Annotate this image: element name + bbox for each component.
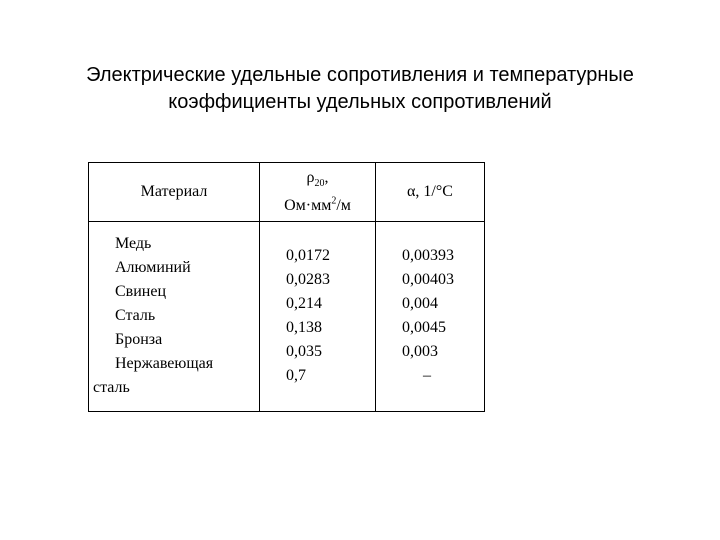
header-temperature-coefficient: α, 1/°C xyxy=(376,163,485,222)
coefficient-value: 0,00393 xyxy=(402,247,454,264)
material-item-line1: Нержавеющая xyxy=(115,355,214,372)
table-body-row xyxy=(89,222,485,412)
coefficient-list xyxy=(376,222,484,388)
title-line-1: Электрические удельные сопротивления и температурные xyxy=(86,64,634,86)
resistivity-table xyxy=(88,162,485,412)
header-resistivity-unit xyxy=(284,197,351,214)
rho-unit-prefix: Ом·мм xyxy=(284,197,332,215)
material-item: Медь xyxy=(115,235,152,252)
material-item: Алюминий xyxy=(115,259,191,276)
resistivity-column xyxy=(260,222,376,412)
coefficient-value: 0,004 xyxy=(402,295,438,312)
resistivity-value: 0,138 xyxy=(286,319,322,336)
table-header-row xyxy=(89,163,485,222)
coefficient-column xyxy=(376,222,485,412)
material-item-line2: сталь xyxy=(93,379,130,396)
coefficient-value: 0,0045 xyxy=(402,319,446,336)
coefficient-value: 0,003 xyxy=(402,343,438,360)
coefficient-value-missing: – xyxy=(423,367,431,384)
material-column xyxy=(89,222,260,412)
rho-comma: , xyxy=(324,168,329,186)
header-resistivity xyxy=(260,163,376,222)
resistivity-value: 0,0172 xyxy=(286,247,330,264)
material-item xyxy=(89,352,259,400)
material-item: Сталь xyxy=(115,307,156,324)
material-item: Свинец xyxy=(115,283,167,300)
rho-subscript: 20 xyxy=(314,177,325,189)
title-line-2: коэффициенты удельных сопротивлений xyxy=(168,91,552,113)
resistivity-value: 0,035 xyxy=(286,343,322,360)
rho-unit-suffix: /м xyxy=(336,197,351,215)
resistivity-value: 0,0283 xyxy=(286,271,330,288)
resistivity-list xyxy=(260,222,375,388)
resistivity-value: 0,214 xyxy=(286,295,322,312)
coefficient-value: 0,00403 xyxy=(402,271,454,288)
header-resistivity-symbol xyxy=(260,169,375,193)
material-item: Бронза xyxy=(115,331,163,348)
rho-unit-superscript: 2 xyxy=(331,195,337,207)
header-material: Материал xyxy=(89,163,260,222)
resistivity-value: 0,7 xyxy=(286,367,306,384)
material-list xyxy=(89,222,259,400)
rho-symbol: ρ xyxy=(306,168,315,186)
page-title xyxy=(0,62,720,116)
